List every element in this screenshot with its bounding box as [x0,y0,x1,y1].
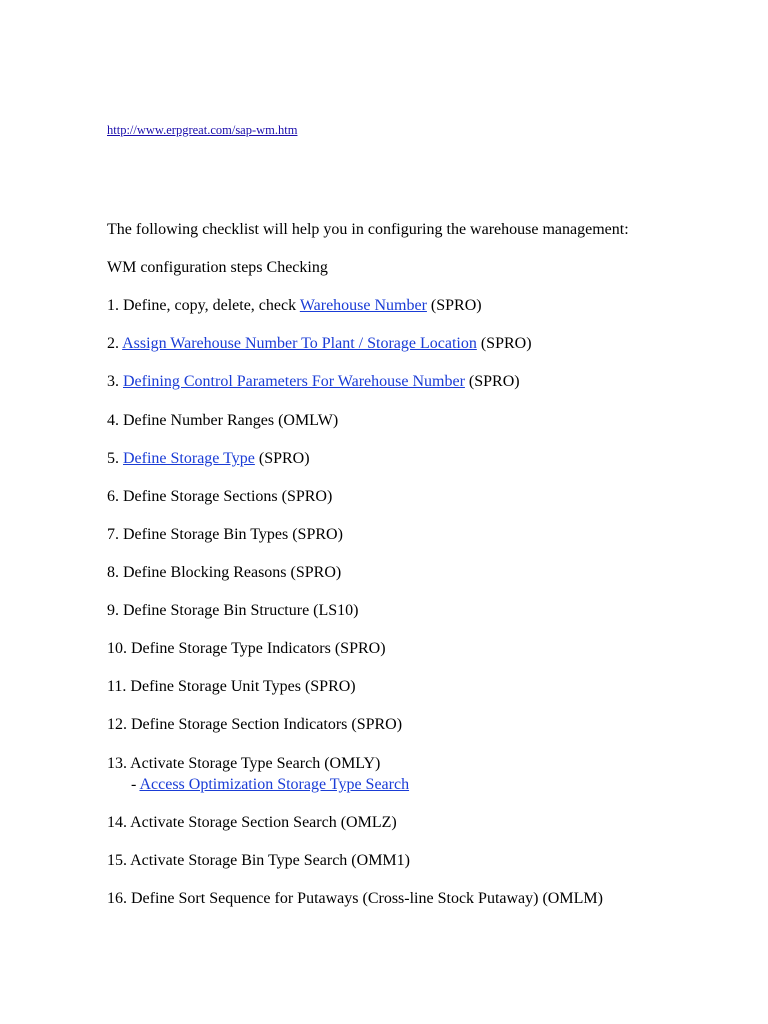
step-6: 6. Define Storage Sections (SPRO) [107,488,333,505]
step-3 [107,372,520,392]
checklist-subtitle: WM configuration steps Checking [107,259,328,276]
step-1-prefix: 1. Define, copy, delete, check [107,297,300,314]
step-14: 14. Activate Storage Section Search (OMLZ) [107,814,397,831]
step-7: 7. Define Storage Bin Types (SPRO) [107,526,343,543]
source-url-link[interactable]: http://www.erpgreat.com/sap-wm.htm [107,123,298,137]
step-5 [107,449,310,469]
step-15: 15. Activate Storage Bin Type Search (OMM1) [107,852,410,869]
step-2 [107,334,532,354]
step-5-prefix: 5. [107,450,123,467]
define-storage-type-link[interactable]: Define Storage Type [123,450,255,467]
step-11: 11. Define Storage Unit Types (SPRO) [107,678,356,695]
step-1-suffix: (SPRO) [426,297,482,314]
assign-warehouse-number-link[interactable]: Assign Warehouse Number To Plant / Storage Location [122,335,477,352]
step-3-prefix: 3. [107,373,123,390]
step-10: 10. Define Storage Type Indicators (SPRO) [107,640,386,657]
step-2-prefix: 2. [107,335,123,352]
access-optimization-link[interactable]: Access Optimization Storage Type Search [139,776,410,793]
step-2-suffix: (SPRO) [476,335,532,352]
step-3-suffix: (SPRO) [464,373,520,390]
step-5-suffix: (SPRO) [254,450,310,467]
step-13-subitem [131,775,409,795]
warehouse-number-link[interactable]: Warehouse Number [299,297,427,314]
intro-text: The following checklist will help you in configuring the warehouse management: [107,221,629,238]
step-13: 13. Activate Storage Type Search (OMLY) [107,755,381,772]
step-9: 9. Define Storage Bin Structure (LS10) [107,602,359,619]
step-13-sub-prefix: - [131,776,140,793]
step-1 [107,296,482,316]
step-16: 16. Define Sort Sequence for Putaways (Cross-line Stock Putaway) (OMLM) [107,890,603,907]
step-8: 8. Define Blocking Reasons (SPRO) [107,564,342,581]
step-12: 12. Define Storage Section Indicators (SPRO) [107,716,403,733]
control-parameters-link[interactable]: Defining Control Parameters For Warehouse Number [123,373,465,390]
step-4: 4. Define Number Ranges (OMLW) [107,412,339,429]
